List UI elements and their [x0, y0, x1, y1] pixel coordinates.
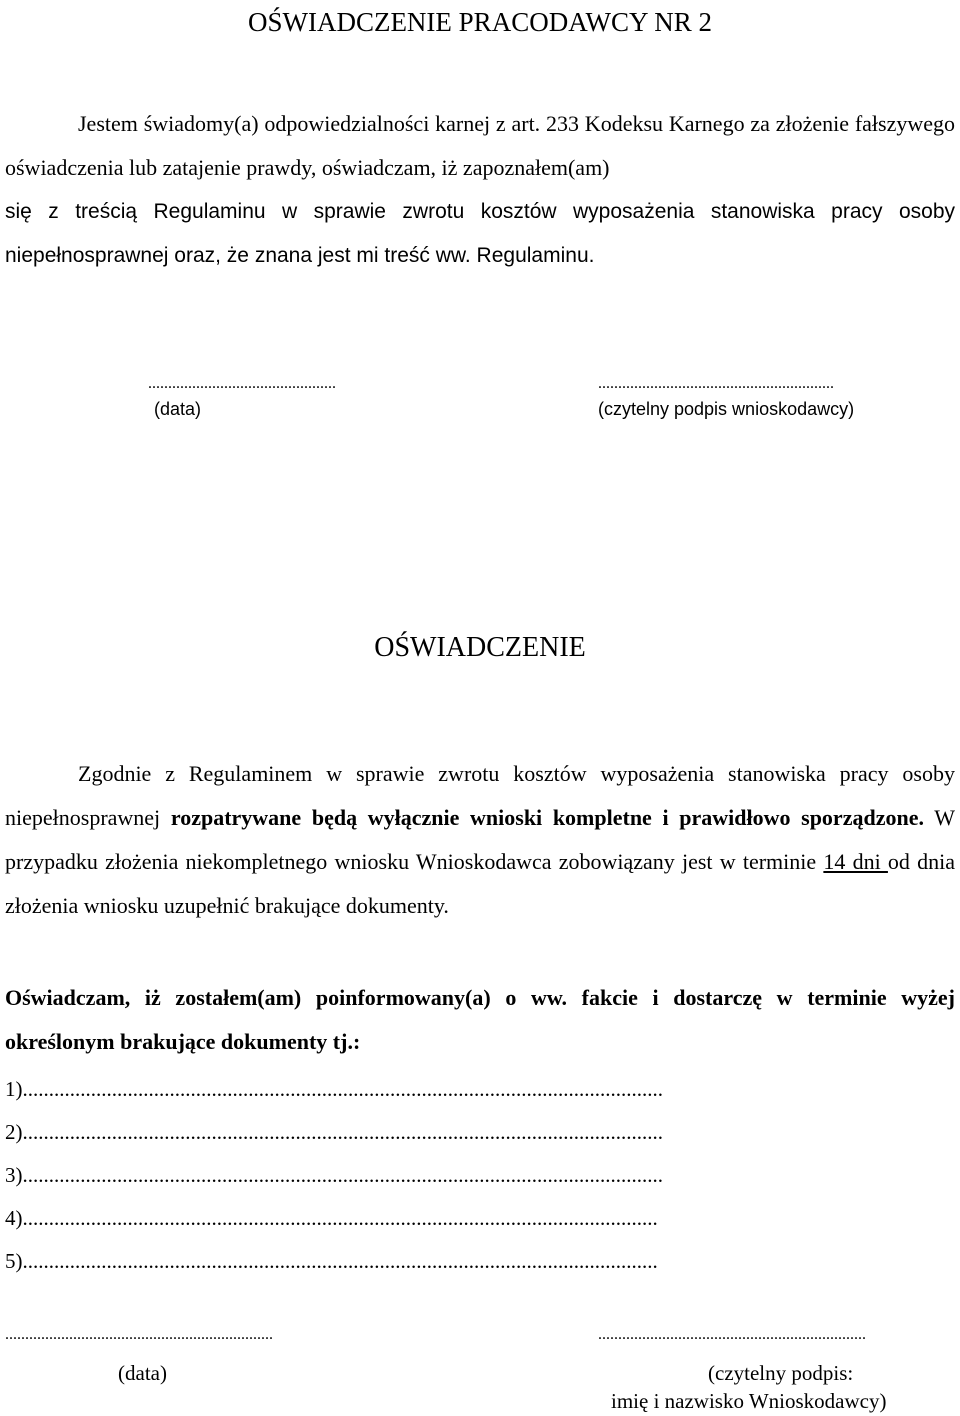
statement-text-serif: Jestem świadomy(a) odpowiedzialności karnej z art. 233 Kodeksu Karnego za złożenie fałszywego oświadczenia lub zatajenie prawdy, oświadczam, iż zapoznałem(am) [5, 111, 955, 180]
statement-paragraph-continued: się z treścią Regulaminu w sprawie zwrotu kosztów wyposażenia stanowiska pracy osoby niepełnosprawnej oraz, że znana jest mi treść ww. Regulaminu. [5, 200, 955, 267]
document-line-5: 5)......................................................................................................................... [5, 1249, 658, 1273]
document-line-4: 4)......................................................................................................................... [5, 1206, 658, 1230]
rules-text-a: Zgodnie z Regulaminem w sprawie zwrotu kosztów wyposażenia stanowiska pracy osoby niepełnosprawnej [5, 761, 955, 830]
document-line-1: 1).......................................................................................................................... [5, 1077, 663, 1101]
final-signature-caption-2: imię i nazwisko Wnioskodawcy) [611, 1389, 887, 1413]
final-date-dots: ................................................................... [5, 1326, 273, 1343]
rules-text-bold: rozpatrywane będą wyłącznie wnioski kompletne i prawidłowo sporządzone. [170, 805, 924, 830]
statement-paragraph [5, 102, 955, 190]
final-signature-dots: ................................................................... [598, 1326, 866, 1343]
final-date-caption: (data) [118, 1361, 167, 1385]
date-dots: ............................................... [148, 375, 336, 392]
rules-paragraph [5, 752, 955, 928]
document-line-2: 2).......................................................................................................................... [5, 1120, 663, 1144]
date-caption: (data) [154, 399, 202, 419]
document-line-3: 3).......................................................................................................................... [5, 1163, 663, 1187]
declaration-paragraph [5, 976, 955, 1064]
signature-dots: ........................................................... [598, 375, 834, 392]
final-signature-caption-1: (czytelny podpis: [708, 1361, 854, 1385]
section-heading: OŚWIADCZENIE [374, 632, 586, 663]
document-title: OŚWIADCZENIE PRACODAWCY NR 2 [247, 7, 713, 37]
declaration-text: Oświadczam, iż zostałem(am) poinformowany(a) o ww. fakcie i dostarczę w terminie wyżej określonym brakujące dokumenty tj.: [5, 985, 955, 1054]
signature-caption: (czytelny podpis wnioskodawcy) [598, 399, 855, 419]
deadline-underlined: 14 dni [823, 849, 888, 874]
rules-text-c: W przypadku złożenia niekompletnego wniosku Wnioskodawca zobowiązany jest w terminie [5, 805, 955, 874]
rules-text-e: od dnia złożenia wniosku uzupełnić brakujące dokumenty. [5, 849, 956, 918]
